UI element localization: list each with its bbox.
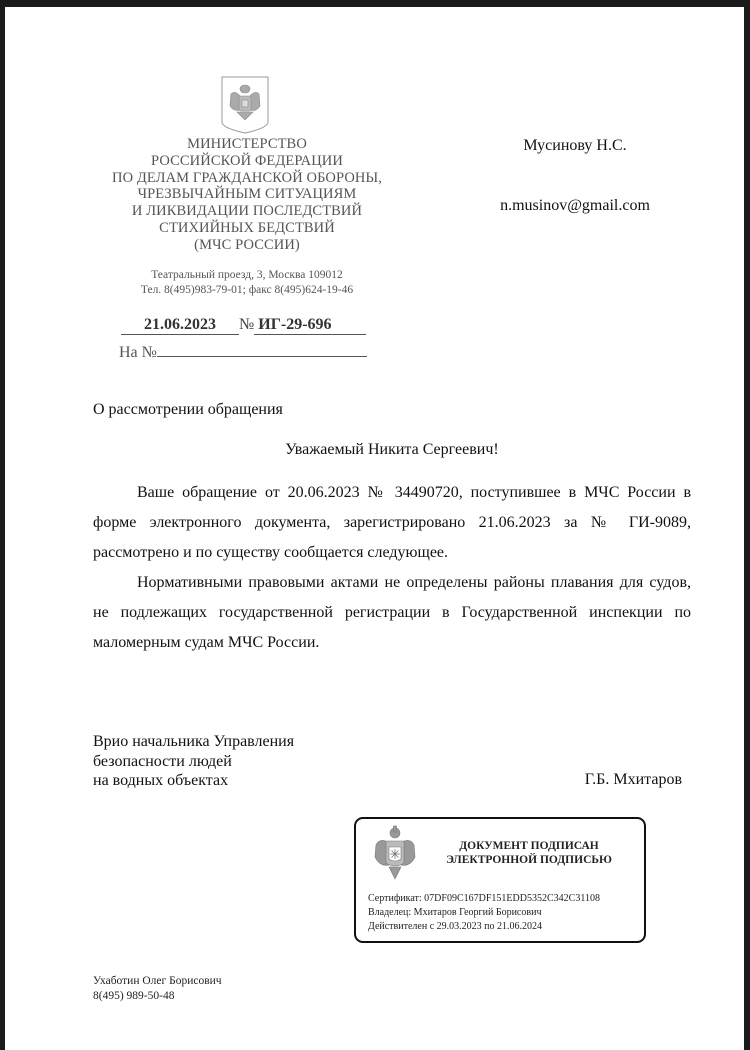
- registration-date: 21.06.2023: [121, 316, 239, 335]
- document-page: [5, 7, 744, 1050]
- organization-name: [92, 136, 402, 254]
- coat-of-arms-icon: [221, 76, 269, 134]
- emercom-emblem-icon: [372, 825, 418, 881]
- letter-salutation: Уважаемый Никита Сергеевич!: [285, 441, 499, 458]
- recipient-email: n.musinov@gmail.com: [500, 197, 650, 214]
- stamp-title-line: ДОКУМЕНТ ПОДПИСАН: [459, 840, 599, 852]
- letter-body: [93, 478, 691, 658]
- org-address: Театральный проезд, 3, Москва 109012: [151, 269, 343, 281]
- org-line: (МЧС РОССИИ): [194, 236, 300, 253]
- body-paragraph: Нормативными правовыми актами не определены районы плавания для судов, не подлежащих государственной регистрации в Государственной инспекции по маломерным судам МЧС России.: [93, 574, 691, 651]
- letter-subject: О рассмотрении обращения: [93, 401, 283, 418]
- org-line: И ЛИКВИДАЦИИ ПОСЛЕДСТВИЙ: [131, 203, 363, 220]
- org-phones: Тел. 8(495)983-79-01; факс 8(495)624-19-46: [140, 284, 354, 296]
- executor-info: [93, 974, 222, 1004]
- executor-name: Ухаботин Олег Борисович: [93, 975, 222, 987]
- recipient-name: Мусинову Н.С.: [523, 137, 627, 154]
- stamp-owner: Владелец: Мхитаров Георгий Борисович: [368, 907, 542, 918]
- organization-contacts: [92, 268, 402, 298]
- number-sign: №: [239, 316, 255, 333]
- body-paragraph: Ваше обращение от 20.06.2023 № 34490720, поступившее в МЧС России в форме электронного документа, зарегистрировано 21.06.2023 за № ГИ-9089, рассмотрено и по существу сообщается следующее.: [93, 484, 691, 561]
- reply-to-blank: [157, 340, 367, 357]
- stamp-title: [424, 839, 634, 867]
- executor-phone: 8(495) 989-50-48: [93, 990, 175, 1002]
- signer-name: Г.Б. Мхитаров: [584, 771, 682, 788]
- org-line: СТИХИЙНЫХ БЕДСТВИЙ: [159, 219, 335, 236]
- registration-line: [121, 316, 366, 335]
- reply-to-line: [119, 340, 367, 362]
- signer-position: [93, 732, 294, 791]
- org-line: МИНИСТЕРСТВО: [187, 136, 307, 152]
- reply-to-label: На №: [119, 344, 157, 361]
- org-line: ЧРЕЗВЫЧАЙНЫМ СИТУАЦИЯМ: [137, 186, 357, 203]
- stamp-certificate: Сертификат: 07DF09C167DF151EDD5352C342C31108: [368, 893, 600, 904]
- registration-number: ИГ-29-696: [254, 316, 366, 335]
- stamp-details: [368, 892, 600, 934]
- stamp-validity: Действителен с 29.03.2023 по 21.06.2024: [368, 921, 542, 932]
- org-line: РОССИЙСКОЙ ФЕДЕРАЦИИ: [151, 152, 343, 169]
- electronic-signature-stamp: [354, 817, 646, 943]
- position-line: Врио начальника Управления: [93, 733, 295, 750]
- stamp-title-line: ЭЛЕКТРОННОЙ ПОДПИСЬЮ: [446, 854, 612, 866]
- position-line: на водных объектах: [93, 772, 229, 789]
- org-line: ПО ДЕЛАМ ГРАЖДАНСКОЙ ОБОРОНЫ,: [112, 169, 382, 186]
- position-line: безопасности людей: [93, 752, 232, 770]
